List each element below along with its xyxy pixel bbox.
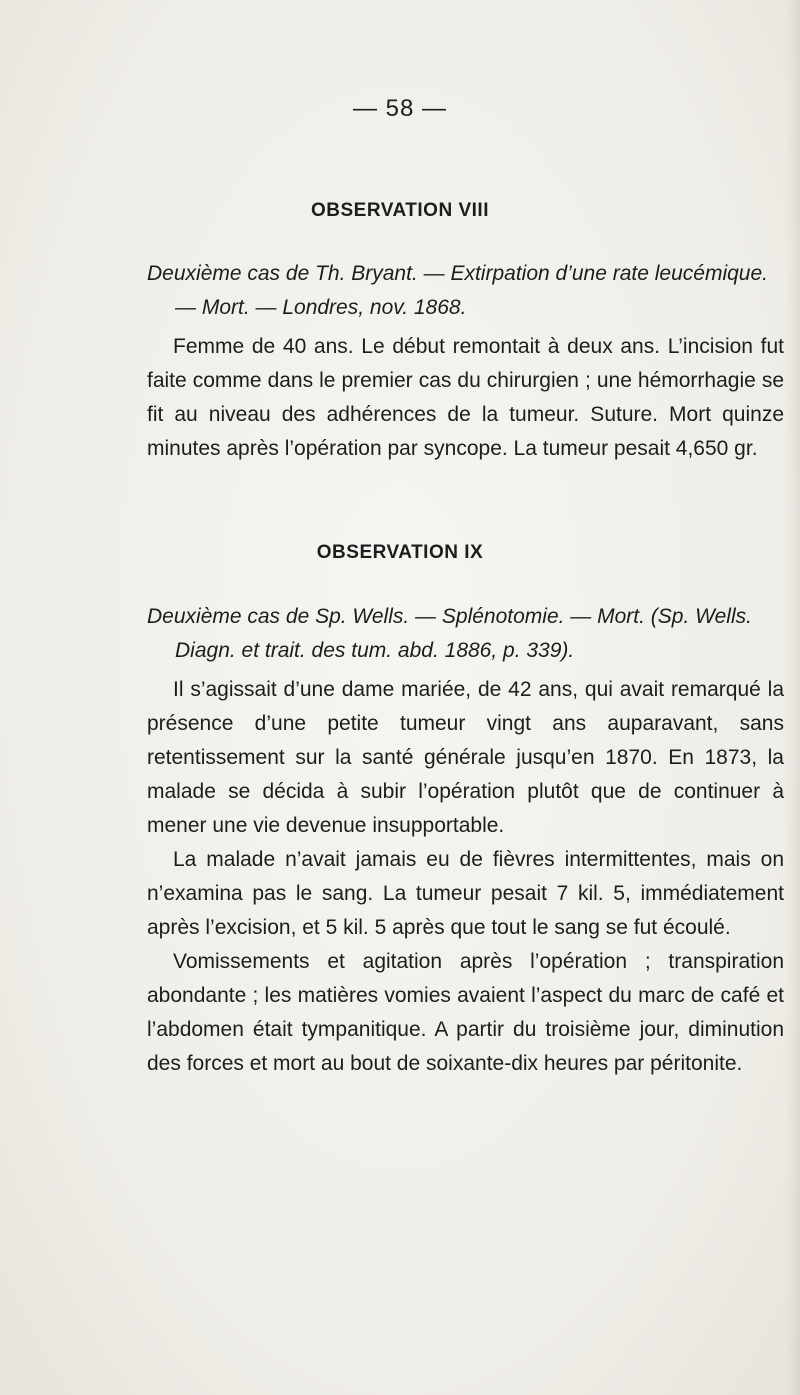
observation-8-title-line-2: — Mort. — Londres, nov. 1868. xyxy=(175,296,467,319)
observation-9-title-line-1: Deuxième cas de Sp. Wells. — Splénotomie. — Mort. (Sp. Wells. xyxy=(147,605,752,628)
observation-9-title-line-2: Diagn. et trait. des tum. abd. 1886, p. 339). xyxy=(175,639,575,662)
observation-8-title-line-1: Deuxième cas de Th. Bryant. — Extirpation d’une rate leucémique. xyxy=(147,262,768,285)
observation-9-paragraph-1: Il s’agissait d’une dame mariée, de 42 ans, qui avait remarqué la présence d’une petite tumeur vingt ans auparavant, sans retentissement sur la santé générale jusqu’en 1870. En 1873, la malade se décida à subir l’opération plutôt que de continuer à mener une vie devenue insupportable. xyxy=(147,678,784,837)
observation-8-paragraph: Femme de 40 ans. Le début remontait à deux ans. L’incision fut faite comme dans le premier cas du chirurgien ; une hémorrhagie se fit au niveau des adhérences de la tumeur. Suture. Mort quinze minutes après l’opération par syncope. La tumeur pesait 4,650 gr. xyxy=(147,335,784,460)
observation-9-heading: OBSERVATION IX xyxy=(316,542,484,563)
observation-9-body xyxy=(147,673,784,1081)
observation-9-paragraph-2: La malade n’avait jamais eu de fièvres intermittentes, mais on n’examina pas le sang. La tumeur pesait 7 kil. 5, immédiatement après l’excision, et 5 kil. 5 après que tout le sang se fut écoulé. xyxy=(147,848,784,939)
observation-8-heading: OBSERVATION VIII xyxy=(311,200,489,221)
observation-9-paragraph-3: Vomissements et agitation après l’opération ; transpiration abondante ; les matières vomies avaient l’aspect du marc de café et l’abdomen était tympanitique. A partir du troisième jour, diminution des forces et mort au bout de soixante-dix heures par péritonite. xyxy=(147,950,784,1075)
observation-8-body xyxy=(147,330,784,466)
page-number: — 58 — xyxy=(352,95,448,122)
